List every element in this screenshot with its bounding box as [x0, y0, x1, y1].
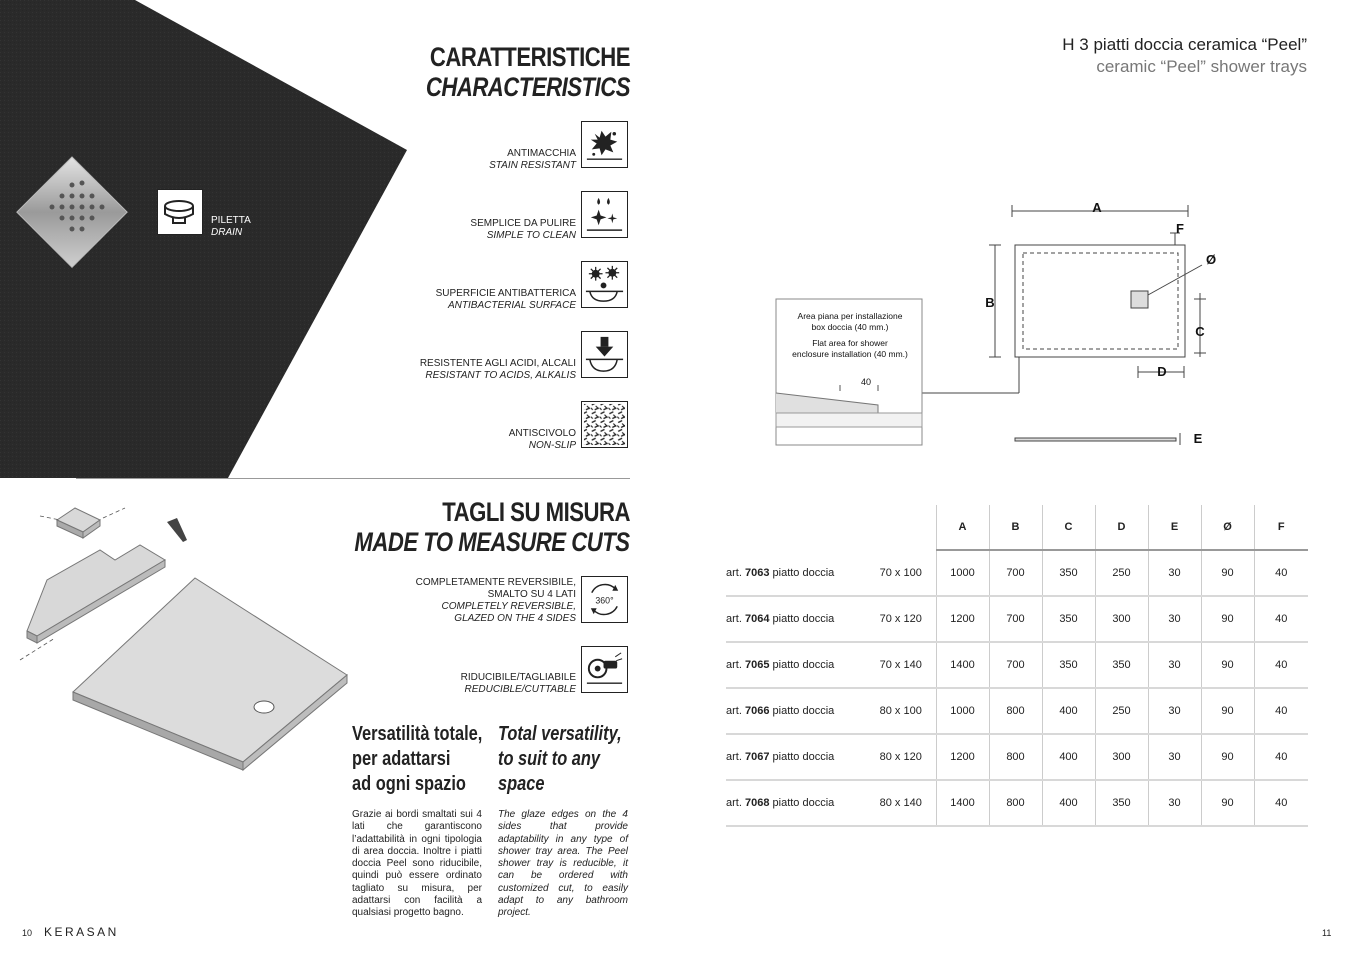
value-cell: 350: [1042, 550, 1095, 596]
product-title-it: H 3 piatti doccia ceramica “Peel”: [1062, 35, 1307, 54]
table-row: [726, 734, 1308, 780]
stain-icon: [581, 121, 628, 168]
table-header-row: [726, 505, 1308, 550]
value-cell: 40: [1254, 688, 1308, 734]
value-cell: 40: [1254, 642, 1308, 688]
drain-label-en: DRAIN: [211, 227, 243, 238]
tray-cut-illustration: [15, 500, 365, 775]
value-cell: 90: [1201, 642, 1254, 688]
value-cell: 250: [1095, 550, 1148, 596]
feature-en: RESISTANT TO ACIDS, ALKALIS: [425, 370, 576, 381]
table-row: [726, 642, 1308, 688]
article-cell: [726, 780, 866, 826]
value-cell: 700: [989, 550, 1042, 596]
value-cell: 40: [1254, 596, 1308, 642]
reversible-360-icon: [581, 576, 628, 623]
table-row: [726, 596, 1308, 642]
versatility-title-en: [498, 722, 622, 797]
value-cell: 350: [1042, 596, 1095, 642]
value-cell: 1200: [936, 734, 989, 780]
versatility-body-it: Grazie ai bordi smaltati sui 4 lati che garantiscono l’adattabilità in ogni tipologia di area doccia. Inoltre i piatti doccia Peel sono riducibile, quindi può essere ordinato tagliato su misura, per adattarsi con facilità a qualsiasi progetto bagno.: [352, 809, 482, 919]
page-number-left: 10: [22, 928, 33, 938]
value-cell: 350: [1095, 642, 1148, 688]
value-cell: 300: [1095, 596, 1148, 642]
size-cell: 80 x 140: [866, 780, 936, 826]
detail-caption-en-1: Flat area for shower: [812, 338, 888, 348]
table-row: [726, 780, 1308, 826]
value-cell: 800: [989, 780, 1042, 826]
column-header: B: [989, 505, 1042, 550]
art-desc: piatto doccia: [772, 566, 835, 579]
value-cell: 1000: [936, 550, 989, 596]
badge-360: 360°: [595, 595, 614, 606]
drain-icon: [158, 190, 201, 233]
spec-table: [726, 505, 1308, 827]
feature-it: SUPERFICIE ANTIBATTERICA: [435, 288, 576, 299]
art-number: 7068: [744, 797, 770, 809]
value-cell: 250: [1095, 688, 1148, 734]
value-cell: 800: [989, 688, 1042, 734]
feature-en: REDUCIBLE/CUTTABLE: [464, 684, 576, 695]
drain-icon-box: [157, 189, 203, 235]
value-cell: 30: [1148, 550, 1201, 596]
detail-caption-it-2: box doccia (40 mm.): [811, 322, 889, 332]
feature-it: RIDUCIBILE/TAGLIABILE: [460, 672, 576, 683]
value-cell: 40: [1254, 550, 1308, 596]
value-cell: 800: [989, 734, 1042, 780]
feature-label-cuttable: [346, 672, 576, 696]
article-cell: [726, 550, 866, 596]
article-cell: [726, 596, 866, 642]
column-header: C: [1042, 505, 1095, 550]
section-divider: [76, 478, 630, 479]
value-cell: 30: [1148, 642, 1201, 688]
value-cell: 700: [989, 596, 1042, 642]
dim-label-c: C: [1195, 324, 1205, 339]
value-cell: 1000: [936, 688, 989, 734]
nonslip-icon: [581, 401, 628, 448]
art-number: 7063: [744, 566, 770, 579]
feature-it: ANTIMACCHIA: [507, 148, 576, 159]
versatility-body-en: The glaze edges on the 4 sides that provide adaptability in any type of shower tray area. The Peel shower tray is reducible, it can be ordered with customized cut, to easily adapt to any bathroom project.: [498, 809, 628, 919]
value-cell: 350: [1042, 642, 1095, 688]
art-number: 7067: [744, 751, 770, 763]
value-cell: 1400: [936, 642, 989, 688]
value-cell: 90: [1201, 688, 1254, 734]
dim-label-a: A: [1092, 200, 1102, 215]
brand-logo: KERASAN: [44, 925, 119, 939]
detail-value: 40: [860, 377, 872, 387]
clean-icon: [581, 191, 628, 238]
art-desc: piatto doccia: [772, 751, 835, 763]
value-cell: 90: [1201, 550, 1254, 596]
feature-en: NON-SLIP: [528, 440, 576, 451]
feature-it: ANTISCIVOLO: [508, 428, 576, 439]
value-cell: 40: [1254, 780, 1308, 826]
cutter-icon: [581, 646, 628, 693]
table-row: [726, 550, 1308, 596]
detail-caption-en-2: enclosure installation (40 mm.): [792, 349, 908, 359]
art-number: 7066: [744, 705, 770, 717]
table-row: [726, 688, 1308, 734]
dim-label-d: D: [1157, 364, 1167, 379]
dim-label-diameter: Ø: [1205, 252, 1217, 267]
value-cell: 30: [1148, 596, 1201, 642]
art-desc: piatto doccia: [772, 797, 835, 809]
product-title-en: ceramic “Peel” shower trays: [1096, 57, 1307, 76]
characteristics-title-en: CHARACTERISTICS: [425, 72, 630, 102]
feature-it: SMALTO SU 4 LATI: [487, 589, 576, 600]
value-cell: 90: [1201, 734, 1254, 780]
value-cell: 40: [1254, 734, 1308, 780]
value-cell: 1400: [936, 780, 989, 826]
art-desc: piatto doccia: [772, 705, 835, 717]
article-cell: [726, 734, 866, 780]
size-cell: 80 x 120: [866, 734, 936, 780]
technical-drawing: [770, 195, 1217, 455]
size-cell: 70 x 140: [866, 642, 936, 688]
antibacterial-icon: [581, 261, 628, 308]
title-line: to suit to any: [498, 748, 601, 770]
feature-en: COMPLETELY REVERSIBLE,: [441, 601, 576, 612]
art-prefix: art.: [726, 797, 742, 809]
art-desc: piatto doccia: [772, 613, 835, 625]
column-header: A: [936, 505, 989, 550]
article-cell: [726, 688, 866, 734]
drain-label: [211, 215, 251, 239]
feature-label-antibacterial: [346, 288, 576, 312]
value-cell: 30: [1148, 780, 1201, 826]
page-number-right: 11: [1322, 928, 1332, 938]
art-number: 7065: [744, 659, 770, 671]
art-prefix: art.: [726, 613, 742, 625]
feature-en: SIMPLE TO CLEAN: [486, 230, 576, 241]
title-line: space: [498, 773, 545, 795]
value-cell: 400: [1042, 780, 1095, 826]
value-cell: 350: [1095, 780, 1148, 826]
dim-label-f: F: [1176, 221, 1184, 236]
feature-label-reversible: [346, 577, 576, 625]
feature-label-stain: [346, 148, 576, 172]
feature-en: STAIN RESISTANT: [489, 160, 576, 171]
column-header: Ø: [1201, 505, 1254, 550]
title-line: Versatilità totale,: [352, 723, 483, 745]
column-header: F: [1254, 505, 1308, 550]
dim-label-b: B: [985, 295, 995, 310]
article-cell: [726, 642, 866, 688]
feature-it: COMPLETAMENTE REVERSIBILE,: [415, 577, 576, 588]
value-cell: 400: [1042, 734, 1095, 780]
size-cell: 70 x 120: [866, 596, 936, 642]
value-cell: 90: [1201, 780, 1254, 826]
art-prefix: art.: [726, 566, 742, 579]
detail-caption-it-1: Area piana per installazione: [797, 311, 903, 321]
title-line: per adattarsi: [352, 748, 451, 770]
title-line: ad ogni spazio: [352, 773, 466, 795]
cuts-title-it: TAGLI SU MISURA: [442, 497, 630, 527]
feature-en: ANTIBACTERIAL SURFACE: [448, 300, 576, 311]
art-prefix: art.: [726, 751, 742, 763]
drain-label-it: PILETTA: [211, 215, 251, 226]
value-cell: 90: [1201, 596, 1254, 642]
feature-label-clean: [346, 218, 576, 242]
characteristics-title-it: CARATTERISTICHE: [429, 42, 630, 72]
dim-label-e: E: [1193, 431, 1203, 446]
cuts-title-en: MADE TO MEASURE CUTS: [354, 527, 630, 557]
value-cell: 1200: [936, 596, 989, 642]
value-cell: 30: [1148, 734, 1201, 780]
value-cell: 700: [989, 642, 1042, 688]
art-desc: piatto doccia: [772, 659, 835, 671]
value-cell: 400: [1042, 688, 1095, 734]
acid-icon: [581, 331, 628, 378]
feature-label-nonslip: [346, 428, 576, 452]
versatility-title-it: [352, 722, 482, 797]
title-line: Total versatility,: [498, 723, 622, 745]
art-prefix: art.: [726, 705, 742, 717]
art-prefix: art.: [726, 659, 742, 671]
size-cell: 80 x 100: [866, 688, 936, 734]
feature-label-acid: [346, 358, 576, 382]
feature-it: SEMPLICE DA PULIRE: [470, 218, 576, 229]
column-header: E: [1148, 505, 1201, 550]
feature-it: RESISTENTE AGLI ACIDI, ALCALI: [419, 358, 576, 369]
feature-en: GLAZED ON THE 4 SIDES: [454, 613, 576, 624]
art-number: 7064: [744, 613, 770, 625]
value-cell: 300: [1095, 734, 1148, 780]
column-header: D: [1095, 505, 1148, 550]
value-cell: 30: [1148, 688, 1201, 734]
size-cell: 70 x 100: [866, 550, 936, 596]
